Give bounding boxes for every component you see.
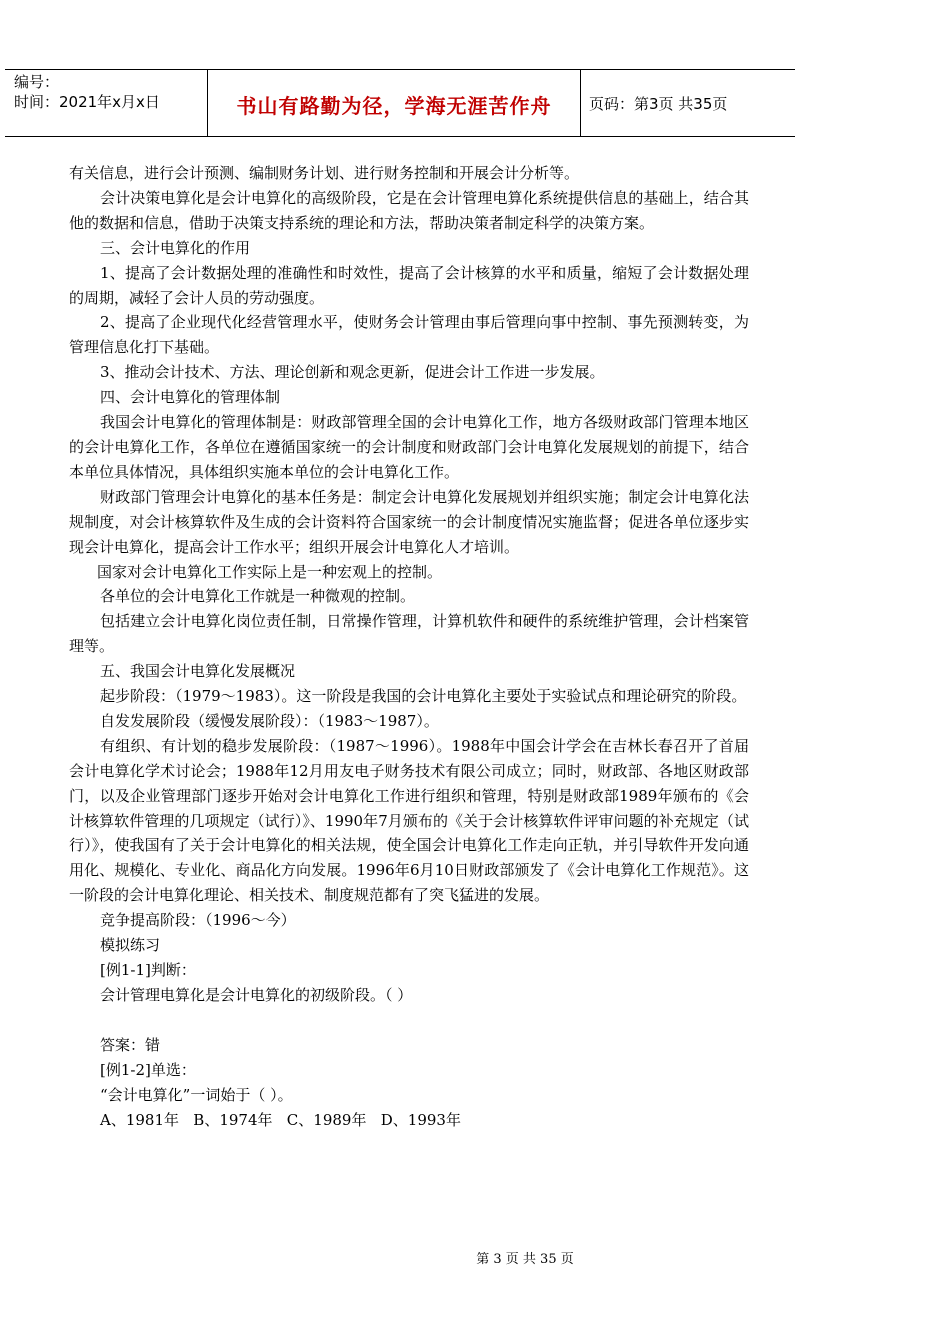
paragraph: 模拟练习 bbox=[100, 936, 161, 955]
paragraph: 有关信息，进行会计预测、编制财务计划、进行财务控制和开展会计分析等。 bbox=[69, 164, 580, 182]
paragraph: 1、提高了会计数据处理的准确性和时效性，提高了会计核算的水平和质量，缩短了会计数据处理的周期，减轻了会计人员的劳动强度。 bbox=[69, 263, 749, 307]
paragraph: 我国会计电算化的管理体制是：财政部管理全国的会计电算化工作，地方各级财政部门管理本地区的会计电算化工作，各单位在遵循国家统一的会计制度和财政部门会计电算化发展规划的前提下，结合本单位具体情况，具体组织实施本单位的会计电算化工作。 bbox=[69, 413, 749, 481]
header-bottom-rule bbox=[5, 136, 795, 137]
paragraph: 3、推动会计技术、方法、理论创新和观念更新，促进会计工作进一步发展。 bbox=[100, 363, 605, 382]
paragraph: 答案：错 bbox=[100, 1035, 161, 1054]
header-motto: 书山有路勤为径，学海无涯苦作舟 bbox=[236, 94, 552, 118]
page-footer: 第 3 页 共 35 页 bbox=[476, 1252, 574, 1267]
header-meta bbox=[14, 72, 160, 112]
section-heading: 四、会计电算化的管理体制 bbox=[100, 388, 281, 407]
paragraph: 财政部门管理会计电算化的基本任务是：制定会计电算化发展规划并组织实施；制定会计电算化法规制度，对会计核算软件及生成的会计资料符合国家统一的会计制度情况实施监督；促进各单位逐步实现会计电算化，提高会计工作水平；组织开展会计电算化人才培训。 bbox=[69, 487, 749, 556]
paragraph: 各单位的会计电算化工作就是一种微观的控制。 bbox=[100, 587, 416, 606]
paragraph: 国家对会计电算化工作实际上是一种宏观上的控制。 bbox=[97, 562, 443, 581]
paragraph: 会计管理电算化是会计电算化的初级阶段。（ ） bbox=[100, 985, 413, 1004]
header-time-label: 时间：2021年x月x日 bbox=[14, 93, 160, 111]
paragraph: 竞争提高阶段：（1996～今） bbox=[100, 911, 296, 930]
paragraph: 有组织、有计划的稳步发展阶段：（1987～1996）。1988年中国会计学会在吉林长春召开了首届会计电算化学术讨论会；1988年12月用友电子财务技术有限公司成立；同时，财政部、各地区财政部门，以及企业管理部门逐步开始对会计电算化工作进行组织和管理，特别是财政部1989年颁布的《会计核算软件管理的几项规定（试行）》、1990年7月颁布的《关于会计核算软件评审问题的补充规定（试行）》，使我国有了关于会计电算化的相关法规，使全国会计电算化工作走向正轨，并引导软件开发向通用化、规模化、专业化、商品化方向发展。1996年6月10日财政部颁发了《会计电算化工作规范》。这一阶段的会计电算化理论、相关技术、制度规范都有了突飞猛进的发展。 bbox=[69, 736, 749, 905]
header-page-info: 页码：第3页 共35页 bbox=[589, 95, 728, 113]
section-heading: 三、会计电算化的作用 bbox=[100, 238, 251, 257]
paragraph: 2、提高了企业现代化经营管理水平，使财务会计管理由事后管理向事中控制、事先预测转变，为管理信息化打下基础。 bbox=[69, 313, 749, 357]
header-number-label: 编号： bbox=[14, 73, 60, 91]
paragraph: A、1981年 B、1974年 C、1989年 D、1993年 bbox=[100, 1110, 461, 1129]
paragraph: 自发发展阶段（缓慢发展阶段）：（1983～1987）。 bbox=[100, 711, 439, 730]
paragraph: 包括建立会计电算化岗位责任制，日常操作管理，计算机软件和硬件的系统维护管理，会计档案管理等。 bbox=[69, 612, 749, 656]
paragraph: 会计决策电算化是会计电算化的高级阶段，它是在会计管理电算化系统提供信息的基础上，结合其他的数据和信息，借助于决策支持系统的理论和方法，帮助决策者制定科学的决策方案。 bbox=[69, 188, 749, 232]
paragraph: “会计电算化”一词始于（ ）。 bbox=[100, 1085, 293, 1104]
paragraph: 起步阶段：（1979～1983）。这一阶段是我国的会计电算化主要处于实验试点和理论研究的阶段。 bbox=[100, 687, 747, 706]
document-body bbox=[69, 161, 749, 1132]
section-heading: 五、我国会计电算化发展概况 bbox=[100, 662, 296, 681]
header-top-rule bbox=[5, 69, 795, 70]
header-divider-right bbox=[580, 69, 581, 136]
paragraph: [例1-1]判断： bbox=[100, 961, 196, 979]
paragraph: [例1-2]单选： bbox=[100, 1060, 196, 1079]
blank-line bbox=[69, 1008, 749, 1033]
